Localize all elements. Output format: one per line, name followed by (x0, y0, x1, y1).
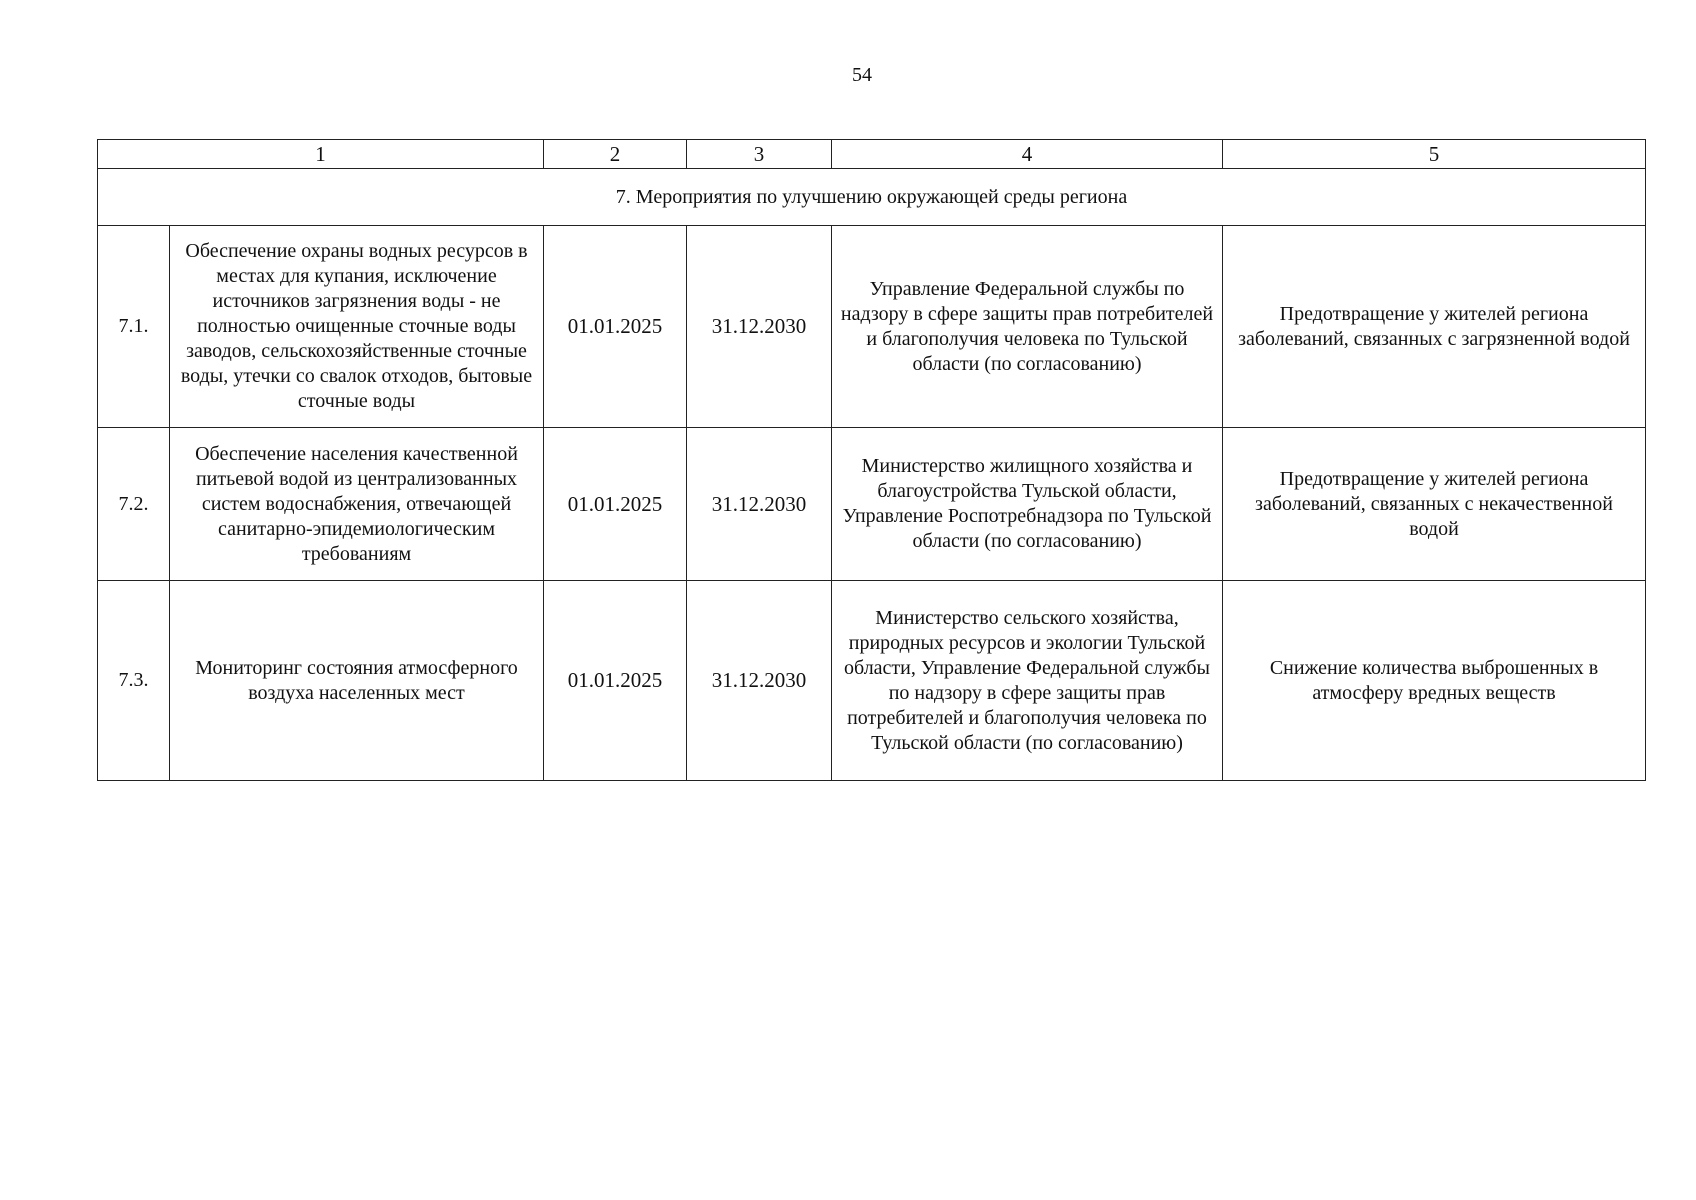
column-header-3: 3 (687, 140, 832, 169)
result-cell: Снижение количества выброшенных в атмосферу вредных веществ (1223, 581, 1646, 781)
table-row (98, 428, 1646, 581)
column-header-2: 2 (544, 140, 687, 169)
section-row (98, 169, 1646, 226)
page-number: 54 (852, 64, 872, 86)
start-date-cell: 01.01.2025 (544, 428, 687, 581)
column-header-4: 4 (832, 140, 1223, 169)
column-header-1: 1 (98, 140, 544, 169)
activity-cell: Обеспечение населения качественной питьевой водой из централизованных систем водоснабжения, отвечающей санитарно-эпидемиологическим требованиям (170, 428, 544, 581)
end-date-cell: 31.12.2030 (687, 428, 832, 581)
column-header-5: 5 (1223, 140, 1646, 169)
section-title: 7. Мероприятия по улучшению окружающей среды региона (98, 169, 1646, 226)
table-row (98, 226, 1646, 428)
activities-table (97, 139, 1646, 781)
responsible-cell: Министерство сельского хозяйства, природных ресурсов и экологии Тульской области, Управление Федеральной службы по надзору в сфере защиты прав потребителей и благополучия человека по Тульской области (по согласованию) (832, 581, 1223, 781)
responsible-cell: Управление Федеральной службы по надзору в сфере защиты прав потребителей и благополучия человека по Тульской области (по согласованию) (832, 226, 1223, 428)
end-date-cell: 31.12.2030 (687, 226, 832, 428)
start-date-cell: 01.01.2025 (544, 226, 687, 428)
column-number-row (98, 140, 1646, 169)
activity-cell: Обеспечение охраны водных ресурсов в местах для купания, исключение источников загрязнения воды - не полностью очищенные сточные воды заводов, сельскохозяйственные сточные воды, утечки со свалок отходов, бытовые сточные воды (170, 226, 544, 428)
responsible-cell: Министерство жилищного хозяйства и благоустройства Тульской области, Управление Роспотребнадзора по Тульской области (по согласованию) (832, 428, 1223, 581)
row-number: 7.3. (98, 581, 170, 781)
row-number: 7.2. (98, 428, 170, 581)
activity-cell: Мониторинг состояния атмосферного воздуха населенных мест (170, 581, 544, 781)
row-number: 7.1. (98, 226, 170, 428)
start-date-cell: 01.01.2025 (544, 581, 687, 781)
table-row (98, 581, 1646, 781)
result-cell: Предотвращение у жителей региона заболеваний, связанных с загрязненной водой (1223, 226, 1646, 428)
result-cell: Предотвращение у жителей региона заболеваний, связанных с некачественной водой (1223, 428, 1646, 581)
end-date-cell: 31.12.2030 (687, 581, 832, 781)
